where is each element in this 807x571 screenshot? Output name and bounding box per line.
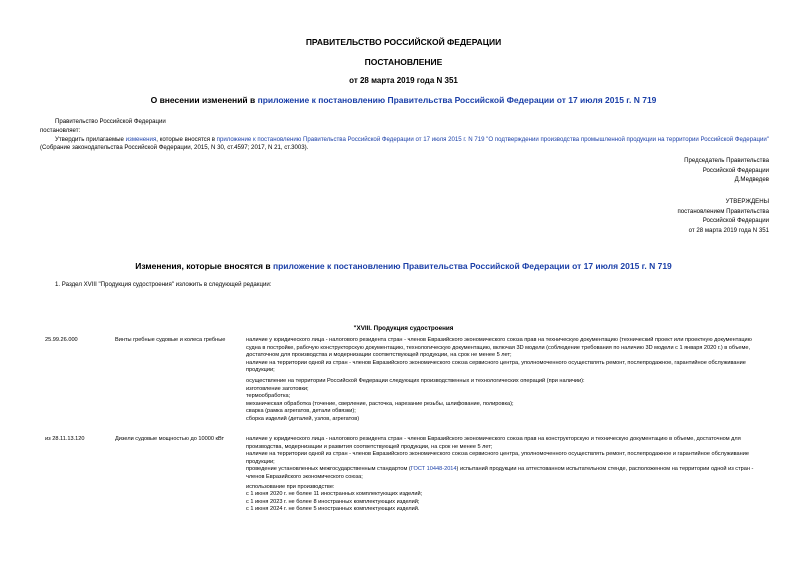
preamble-mid: , которые вносятся в [156, 136, 217, 143]
row2-requirements [246, 436, 766, 514]
row1-op: термообработка; [246, 393, 291, 400]
preamble-end: (Собрание законодательства Российской Федерации, 2015, N 30, ст.4597; 2017, N 21, ст.3003). [40, 144, 309, 152]
row1-code: 25.99.26.000 [45, 337, 78, 343]
row2-use: с 1 июня 2020 г. не более 11 иностранных комплектующих изделий; [246, 491, 423, 498]
gost-link[interactable]: ГОСТ 10448-2014 [410, 466, 457, 473]
row2-req-p2: наличие на территории одной из стран - членов Евразийского экономического союза сервисного центра, уполномоченного осуществлять ремонт, послепродажное и гарантийное обслуживание продукции; [246, 451, 749, 465]
signature-block [684, 156, 769, 185]
section-title: "XVIII. Продукция судостроения [353, 325, 454, 332]
preamble-line1: Правительство Российской Федерации [55, 118, 166, 125]
document-date: от 28 марта 2019 года N 351 [349, 76, 458, 85]
changes-title [0, 261, 807, 271]
changes-title-link[interactable]: приложение к постановлению Правительства Российской Федерации от 17 июля 2015 г. N 719 [272, 261, 672, 271]
approval-line1: УТВЕРЖДЕНЫ [725, 198, 769, 205]
row2-req-p1: наличие у юридического лица - налогового резидента стран - членов Евразийского экономического союза прав на конструкторскую и техническую документацию в объеме, достаточном для производства, модернизации и развития соответствующей продукции, на срок не менее 5 лет; [246, 436, 741, 450]
signature-line3: Д.Медведев [734, 176, 769, 184]
row2-name: Дизели судовые мощностью до 10000 кВт [115, 436, 225, 442]
changes-title-prefix: Изменения, которые вносятся в [135, 261, 273, 271]
approval-line3: Российской Федерации [702, 217, 769, 225]
row1-requirements [246, 337, 766, 424]
row1-op: сборка изделий (деталей, узлов, агрегатов) [246, 415, 360, 422]
changes-link[interactable]: изменения [125, 136, 157, 143]
row1-op: сварка (рамка агрегатов, детали обвязки); [246, 408, 356, 415]
row1-req-p1: наличие у юридического лица - налогового резидента стран - членов Евразийского экономического союза прав на техническую документацию (технический проект или проектную документацию судна в постройке, рабочую конструкторскую документацию, технологическую документацию, включая 3D модели (соблюдение требования по наличию 3D модели с 1 января 2020 г.) в объеме, достаточном для производства и модернизации соответствующей продукции, на срок не менее 5 лет; [246, 337, 752, 359]
government-heading: ПРАВИТЕЛЬСТВО РОССИЙСКОЙ ФЕДЕРАЦИИ [305, 37, 502, 47]
change-item-1: 1. Раздел XVIII "Продукция судостроения" изложить в следующей редакции: [55, 281, 272, 288]
preamble-paragraph [40, 136, 770, 152]
preamble-line2: постановляет: [40, 127, 81, 134]
row1-op: механическая обработка (точение, сверление, расточка, нарезание резьбы, шлифование, полировка); [246, 400, 514, 407]
row2-p3-start: проведение установленных межгосударственным стандартом ( [246, 466, 411, 473]
appendix-link[interactable]: приложение к постановлению Правительства Российской Федерации от 17 июля 2015 г. N 719 "О подтверждении производства промышленной продукции на территории Российской Федерации" [216, 136, 769, 143]
approval-block [677, 197, 769, 235]
row1-op: изготовление заготовки; [246, 385, 309, 392]
signature-line1: Председатель Правительства [684, 157, 769, 164]
row1-name: Винты гребные судовые и колеса гребные [115, 337, 226, 343]
row2-req-p3 [246, 466, 766, 481]
row2-use: с 1 июня 2023 г. не более 8 иностранных комплектующих изделий; [246, 498, 420, 505]
row1-req-p2: наличие на территории одной из стран - членов Евразийского экономического союза сервисного центра, уполномоченного осуществлять ремонт, послепродажное, гарантийное обслуживание продукции; [246, 359, 746, 374]
document-subject [0, 95, 807, 105]
row2-req-p4: использование при производстве: [246, 483, 335, 490]
row2-p3-end: ) испытаний продукции на аттестованном испытательном стенде, расположенном на территории одной из стран - членов Евразийского экономического союза; [246, 466, 754, 480]
preamble-start: Утвердить прилагаемые [55, 136, 126, 143]
row2-code: из 28.11.13.120 [45, 436, 85, 442]
subject-link[interactable]: приложение к постановлению Правительства Российской Федерации от 17 июля 2015 г. N 719 [257, 95, 657, 105]
document-type: ПОСТАНОВЛЕНИЕ [364, 57, 443, 67]
approval-line4: от 28 марта 2019 года N 351 [688, 226, 769, 234]
subject-prefix: О внесении изменений в [150, 95, 258, 105]
row1-req-p3: осуществление на территории Российской Федерации следующих производственных и технологических операций (при наличии): [246, 377, 585, 384]
signature-line2: Российской Федерации [702, 166, 769, 174]
row2-use: с 1 июня 2024 г. не более 5 иностранных комплектующих изделий. [246, 506, 420, 513]
approval-line2: постановлением Правительства [677, 207, 769, 215]
